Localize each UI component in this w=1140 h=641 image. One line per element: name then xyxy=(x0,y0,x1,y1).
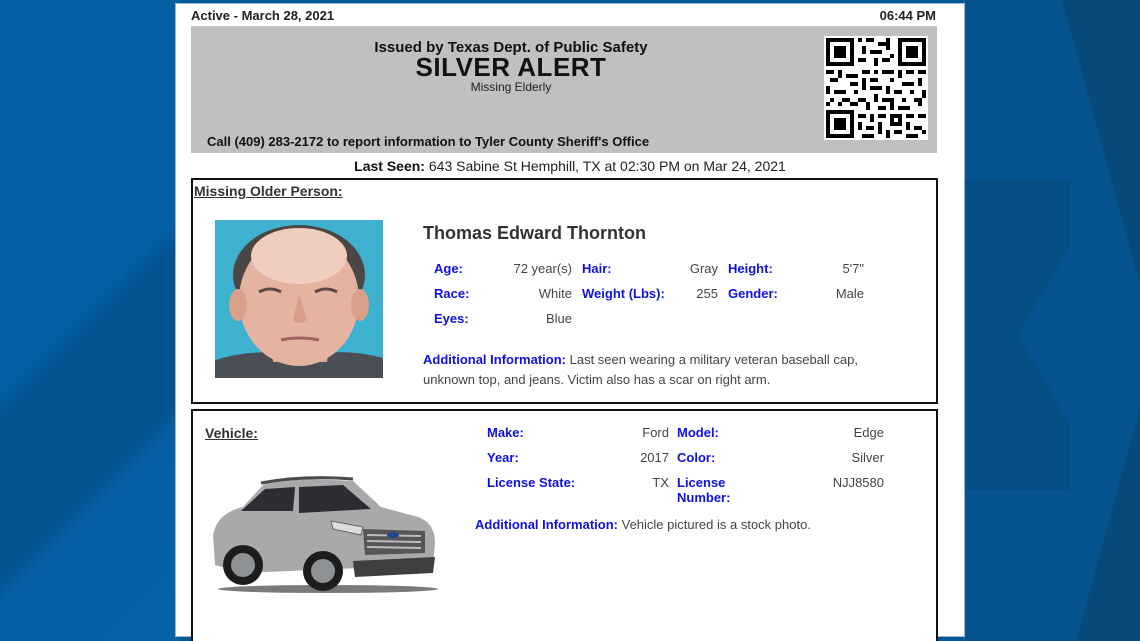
license-number-value: NJJ8580 xyxy=(832,475,884,490)
color-value: Silver xyxy=(851,450,884,465)
hair-value: Gray xyxy=(689,261,718,276)
last-seen xyxy=(176,158,964,174)
height-value: 5'7" xyxy=(842,261,864,276)
eyes-label: Eyes: xyxy=(434,311,469,326)
vehicle-details xyxy=(487,425,892,505)
race-label: Race: xyxy=(434,286,470,301)
gender-label: Gender: xyxy=(728,286,778,301)
person-photo xyxy=(215,220,383,378)
status-date: Active - March 28, 2021 xyxy=(191,8,335,23)
eyes-value: Blue xyxy=(545,311,572,326)
year-value: 2017 xyxy=(640,450,669,465)
vehicle-photo xyxy=(203,473,443,593)
license-number-label: License Number: xyxy=(677,475,731,505)
license-state-value: TX xyxy=(652,475,669,490)
model-label: Model: xyxy=(677,425,719,440)
background-left-panel xyxy=(0,0,180,641)
weight-label: Weight (Lbs): xyxy=(582,286,665,301)
make-label: Make: xyxy=(487,425,524,440)
license-state-label: License State: xyxy=(487,475,576,490)
gender-value: Male xyxy=(835,286,864,301)
issuer-text: Issued by Texas Dept. of Public Safety xyxy=(374,39,648,56)
background-chevron-inner xyxy=(965,180,1070,490)
person-additional-label: Additional Information: xyxy=(423,352,566,367)
vehicle-additional-text: Vehicle pictured is a stock photo. xyxy=(621,517,811,532)
missing-person-section xyxy=(191,178,938,404)
vehicle-section xyxy=(191,409,938,641)
make-value: Ford xyxy=(642,425,669,440)
vehicle-label: Vehicle: xyxy=(205,425,258,441)
color-label: Color: xyxy=(677,450,716,465)
age-label: Age: xyxy=(434,261,463,276)
vehicle-additional-label: Additional Information: xyxy=(475,517,618,532)
race-value: White xyxy=(538,286,572,301)
call-to-report: Call (409) 283-2172 to report information to Tyler County Sheriff's Office xyxy=(207,134,650,149)
weight-value: 255 xyxy=(696,286,718,301)
alert-subtitle: Missing Elderly xyxy=(470,80,552,94)
person-name: Thomas Edward Thornton xyxy=(423,223,646,243)
year-label: Year: xyxy=(487,450,519,465)
status-line xyxy=(191,8,936,23)
person-details xyxy=(434,261,874,336)
hair-label: Hair: xyxy=(582,261,612,276)
alert-title: SILVER ALERT xyxy=(415,52,607,82)
status-time: 06:44 PM xyxy=(879,8,936,23)
alert-header xyxy=(191,26,937,153)
qr-code-icon[interactable] xyxy=(824,36,928,140)
height-label: Height: xyxy=(728,261,773,276)
missing-person-label: Missing Older Person: xyxy=(194,183,343,199)
person-additional-info xyxy=(423,350,913,390)
model-value: Edge xyxy=(853,425,884,440)
last-seen-value: 643 Sabine St Hemphill, TX at 02:30 PM on Mar 24, 2021 xyxy=(428,158,786,174)
person-additional-text: Last seen wearing a military veteran baseball cap, unknown top, and jeans. Victim also has a scar on right arm. xyxy=(423,352,858,387)
age-value: 72 year(s) xyxy=(513,261,572,276)
last-seen-label: Last Seen: xyxy=(354,158,425,174)
alert-document xyxy=(175,3,965,637)
vehicle-additional-info xyxy=(475,515,915,535)
